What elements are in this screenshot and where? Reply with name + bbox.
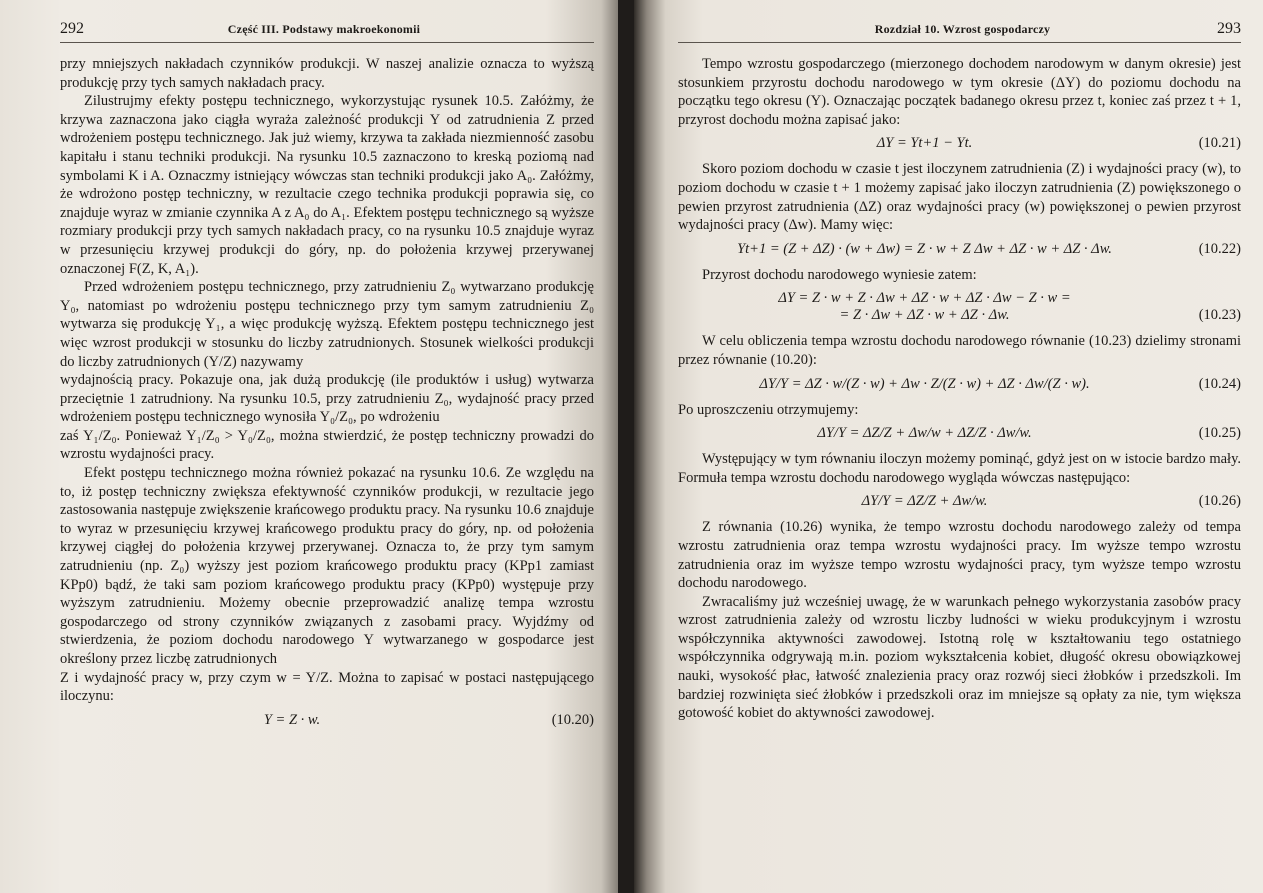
equation-10-24 bbox=[678, 376, 1241, 393]
equation-10-23 bbox=[678, 307, 1241, 324]
equation-body: ΔY/Y = ΔZ/Z + Δw/w + ΔZ/Z · Δw/w. bbox=[817, 425, 1032, 442]
equation-10-20 bbox=[60, 712, 594, 729]
running-head: Część III. Podstawy makroekonomii bbox=[227, 22, 421, 36]
paragraph: przy mniejszych nakładach czynników produkcji. W naszej analizie oznacza to wyższą produkcję przy tych samych nakładach pracy. bbox=[60, 56, 594, 91]
paragraph: Po uproszczeniu otrzymujemy: bbox=[678, 401, 859, 418]
paragraph: Z i wydajność pracy w, przy czym w = Y/Z. Można to zapisać w postaci następującego iloczynu: bbox=[60, 669, 594, 705]
equation-body: Y = Z · w. bbox=[263, 711, 321, 728]
paragraph: Występujący w tym równaniu iloczyn możemy pominąć, gdyż jest on w istocie bardzo mały. Formuła tempa wzrostu dochodu narodowego wygląda wówczas następująco: bbox=[678, 451, 1241, 486]
equation-number: (10.22) bbox=[1198, 240, 1241, 257]
equation-10-21 bbox=[678, 135, 1241, 152]
paragraph: wydajnością pracy. Pokazuje ona, jak dużą produkcję (ile produktów i usług) wytwarza przeciętnie 1 zatrudniony. Na rysunku 10.5, przy zatrudnieniu Z₀, wydajność pracy przed wdrożeniem postępu technicznego wynosiła Y₀/Z₀, po wdrożeniu bbox=[60, 372, 594, 426]
equation-10-22 bbox=[678, 241, 1241, 258]
left-page bbox=[0, 0, 620, 893]
page-header bbox=[678, 20, 1241, 43]
paragraph: Zwracaliśmy już wcześniej uwagę, że w warunkach pełnego wykorzystania zasobów pracy wzrost zatrudnienia zależy od wzrostu liczby ludności w wieku produkcyjnym i wzrostu współczynnika aktywności zawodowej. Istotną rolę w kształtowaniu tego ostatniego współczynnika odgrywają m.in. poziom wykształcenia kobiet, długość okresu obowiązkowej nauki, wysokość płac, łatwość znalezienia pracy oraz rozwój sieci żłobków i przedszkoli. Im bardziej rozwinięta sieć żłobków i przedszkoli oraz im mniejsze są opłaty za nie, tym większa gotowość kobiet do aktywności zawodowej. bbox=[678, 593, 1241, 722]
paragraph: Tempo wzrostu gospodarczego (mierzonego dochodem narodowym w danym okresie) jest stosunkiem przyrostu dochodu narodowego w tym okresie (ΔY) do poziomu dochodu na początku tego okresu (Y). Oznaczając początek badanego okresu przez t, koniec zaś przez t + 1, przyrost dochodu można zapisać jako: bbox=[678, 56, 1241, 128]
equation-body: ΔY = Yt+1 − Yt. bbox=[876, 135, 973, 152]
equation-10-25 bbox=[678, 425, 1241, 442]
paragraph: zaś Y₁/Z₀. Ponieważ Y₁/Z₀ > Y₀/Z₀, można stwierdzić, że postęp techniczny prowadzi do wzrostu wydajności pracy. bbox=[60, 427, 594, 463]
page-number: 293 bbox=[1217, 20, 1241, 37]
paragraph: W celu obliczenia tempa wzrostu dochodu narodowego równanie (10.23) dzielimy stronami przez równanie (10.20): bbox=[678, 333, 1241, 368]
paragraph: Skoro poziom dochodu w czasie t jest iloczynem zatrudnienia (Z) i wydajności pracy (w), to poziom dochodu w czasie t + 1 możemy zapisać jako iloczyn zatrudnienia (Z) powiększonego o pewien przyrost zatrudnienia (ΔZ) oraz wydajności pracy (w) powiększonej o pewien przyrost wydajności pracy (Δw). Mamy więc: bbox=[678, 161, 1241, 234]
equation-number: (10.26) bbox=[1198, 493, 1241, 510]
equation-body: ΔY = Z · w + Z · Δw + ΔZ · w + ΔZ · Δw − Z · w = bbox=[778, 290, 1071, 307]
page-number: 292 bbox=[60, 20, 84, 37]
paragraph: Efekt postępu technicznego można również pokazać na rysunku 10.6. Ze względu na to, iż postęp techniczny zwiększa efektywność czynników produkcji, w rezultacie jego zastosowania następuje zwiększenie krańcowego produktu pracy. Na rysunku 10.6 znajduje to wyraz w przesunięciu krzywej krańcowego produktu pracy do góry, np. od położenia krzywej ciągłej do położenia krzywej przerywanej. Oznacza to, że przy tym samym zatrudnieniu (np. Z₀) wyższy jest poziom krańcowego produktu pracy (KPp1 zamiast KPp0) bądź, że taki sam poziom krańcowego produktu pracy (KPp0) występuje przy wyższym zatrudnieniu. Możemy obecnie przeprowadzić analizę tempa wzrostu gospodarczego od strony czynników związanych z zasobami pracy. Wyjdźmy od stwierdzenia, że poziom dochodu narodowego Y wytwarzanego w gospodarce jest określony przez liczbę zatrudnionych bbox=[60, 465, 594, 667]
equation-body: ΔY/Y = ΔZ/Z + Δw/w. bbox=[861, 493, 988, 510]
running-head: Rozdział 10. Wzrost gospodarczy bbox=[874, 22, 1051, 36]
equation-10-26 bbox=[678, 493, 1241, 510]
paragraph: Przed wdrożeniem postępu technicznego, przy zatrudnieniu Z₀ wytwarzano produkcję Y₀, natomiast po wdrożeniu postępu technicznego przy tym samym zatrudnieniu Z₀ wytwarza się produkcję Y₁, a więc produkcję wyższą. Efektem postępu technicznego jest więc wzrost produkcji w stosunku do liczby zatrudnionych. Stosunek wielkości produkcji do liczby zatrudnionych (Y/Z) nazywamy bbox=[60, 279, 594, 370]
right-page bbox=[634, 0, 1263, 893]
paragraph: Przyrost dochodu narodowego wyniesie zatem: bbox=[702, 266, 977, 283]
equation-body: = Z · Δw + ΔZ · w + ΔZ · Δw. bbox=[839, 307, 1010, 324]
equation-number: (10.20) bbox=[551, 711, 594, 728]
equation-body: ΔY/Y = ΔZ · w/(Z · w) + Δw · Z/(Z · w) + ΔZ · Δw/(Z · w). bbox=[759, 375, 1090, 392]
page-header bbox=[60, 20, 594, 43]
paragraph: Zilustrujmy efekty postępu technicznego, wykorzystując rysunek 10.5. Załóżmy, że krzywa zaznaczona jako ciągła wyraża zależność produkcji Y od zatrudnienia Z przed wdrożeniem postępu technicznego. Jak już wiemy, krzywa ta zakłada niezmienność zasobu kapitału i stanu techniki produkcji. Na rysunku 10.5 zaznaczono to kreską poziomą nad symbolami K i A. Oznaczmy istniejący wówczas stan techniki produkcji jako A₀. Załóżmy, że wdrożono postęp techniczny, w rezultacie czego technika produkcji poprawia się, co znajduje wyraz w zmianie czynnika A z A₀ do A₁. Efektem postępu technicznego są wyższe rozmiary produkcji przy tych samych nakładach pracy, co na rysunku 10.5 znajduje wyraz w przesunięciu krzywej produkcji do góry, np. do położenia krzywej przerywanej oznaczonej F(Z, K, A₁). bbox=[60, 93, 594, 277]
equation-number: (10.21) bbox=[1198, 135, 1241, 152]
equation-number: (10.23) bbox=[1198, 307, 1241, 324]
equation-10-23-line1 bbox=[678, 290, 1241, 307]
equation-body: Yt+1 = (Z + ΔZ) · (w + Δw) = Z · w + Z Δw + ΔZ · w + ΔZ · Δw. bbox=[737, 240, 1112, 257]
paragraph: Z równania (10.26) wynika, że tempo wzrostu dochodu narodowego zależy od tempa wzrostu zatrudnienia oraz tempa wzrostu wydajności pracy. Im wyższe tempo wzrostu zatrudnienia oraz im wyższe tempo wzrostu wydajności pracy, tym wyższe tempo wzrostu dochodu narodowego. bbox=[678, 519, 1241, 592]
equation-number: (10.24) bbox=[1198, 375, 1241, 392]
equation-number: (10.25) bbox=[1198, 425, 1241, 442]
